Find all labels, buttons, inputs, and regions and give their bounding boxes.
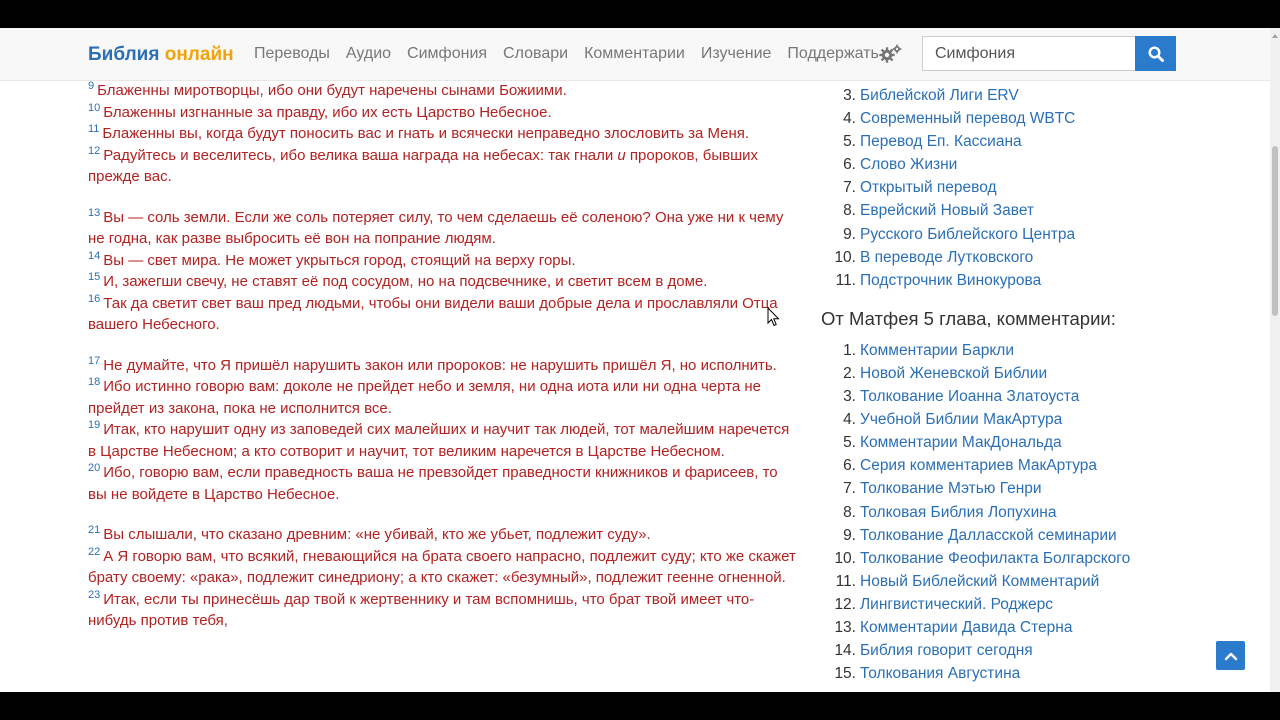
commentary-link[interactable]: Новой Женевской Библии [860,364,1048,382]
paragraph [88,524,798,632]
translation-link[interactable]: Открытый перевод [860,179,997,197]
verse-text: пророков, бывших прежде вас. [88,146,759,185]
item-number: 14. [834,642,856,660]
verse-text: Так да светит свет ваш пред людьми, чтобы они видели ваши добрые дела и прославляли Отца вашего Небесного. [88,294,778,333]
verse-text: И, зажегши свечу, не ставят её под сосудом, но на подсвечнике, и светит всем в доме. [103,273,708,290]
list-item [820,339,1260,362]
menu-dictionaries[interactable]: Словари [503,45,569,62]
item-number: 8. [843,503,856,521]
verse [88,546,798,589]
item-number: 9. [843,526,856,544]
verse-text: Вы слышали, что сказано древним: «не убивай, кто же убьет, подлежит суду». [103,526,651,543]
verse-number[interactable]: 16 [88,292,101,305]
verse-text: Радуйтесь и веселитесь, ибо велика ваша награда на небесах: так гнали [103,146,614,164]
verse [88,271,798,293]
commentary-link[interactable]: Лингвистический. Роджерс [860,595,1053,613]
search-input[interactable] [922,36,1136,71]
item-number: 11. [835,271,856,289]
brand-part2: онлайн [164,44,234,65]
sidebar [820,84,1260,685]
item-number: 9. [843,225,856,243]
verse-text: Блаженны изгнанные за правду, ибо их есть Царство Небесное. [103,103,552,121]
translation-link[interactable]: В переводе Лутковского [860,248,1034,266]
mouse-cursor-icon [767,307,780,327]
verse-number[interactable]: 17 [88,354,101,367]
translation-link[interactable]: Подстрочник Винокурова [860,271,1042,289]
list-item [820,454,1260,477]
commentary-link[interactable]: Толкования Августина [860,665,1021,683]
item-number: 3. [843,87,856,104]
list-item [820,223,1260,246]
scrollbar[interactable] [1270,28,1280,692]
item-number: 11. [835,572,856,590]
translation-link[interactable]: Слово Жизни [860,156,958,174]
item-number: 7. [843,480,856,498]
paragraph [88,355,798,506]
list-item [820,639,1260,662]
verse [88,462,798,505]
verse-number[interactable]: 15 [88,271,101,283]
main-menu [254,45,895,63]
item-number: 7. [843,179,856,197]
verse-number[interactable]: 21 [88,524,101,536]
page [0,28,1280,692]
item-number: 15. [834,665,856,683]
menu-support[interactable]: Поддержать [787,45,879,62]
list-item [820,524,1260,547]
verse [88,293,798,336]
verse [88,80,798,102]
commentary-link[interactable]: Комментарии Давида Стерна [860,618,1073,636]
item-number: 3. [843,388,856,406]
translations-list [820,84,1260,292]
commentary-link[interactable]: Комментарии Баркли [860,341,1015,359]
verse-text: Итак, если ты принесёшь дар твой к жертвеннику и там вспомнишь, что брат твой имеет что-нибудь против тебя, [88,590,755,629]
verse-number[interactable]: 11 [88,123,100,135]
list-item [820,385,1260,408]
verse-number[interactable]: 12 [88,144,101,157]
verse-text: Не думайте, что Я пришёл нарушить закон или пророков: не нарушить пришёл Я, но исполнить. [103,356,777,374]
list-item [820,107,1260,130]
commentary-link[interactable]: Серия комментариев МакАртура [860,457,1098,475]
site-logo[interactable] [88,44,234,66]
item-number: 8. [843,202,856,220]
verse-italic: и [617,146,626,164]
list-item [820,130,1260,153]
commentary-link[interactable]: Новый Библейский Комментарий [860,572,1100,590]
commentary-link[interactable]: Комментарии МакДональда [860,434,1062,452]
list-item [820,570,1260,593]
verse-text: Вы — свет мира. Не может укрыться город, стоящий на верху горы. [103,251,576,269]
translation-link[interactable]: Русского Библейского Центра [860,225,1076,243]
verse-text: Блаженны вы, когда будут поносить вас и гнать и всячески неправедно злословить за Меня. [102,125,750,142]
translation-link[interactable]: Современный перевод WBTC [860,110,1076,128]
list-item [820,84,1260,107]
list-item [820,408,1260,431]
item-number: 10. [834,549,856,567]
verse [88,250,798,272]
list-item [820,477,1260,500]
verse-text: Блаженны миротворцы, ибо они будут наречены сынами Божиими. [97,82,567,99]
gears-icon[interactable] [878,43,902,65]
list-item [820,153,1260,176]
commentary-link[interactable]: Толковая Библия Лопухина [860,503,1057,521]
translation-link[interactable]: Еврейский Новый Завет [860,202,1035,220]
list-item [820,501,1260,524]
menu-symphony[interactable]: Симфония [407,45,488,62]
search-button[interactable] [1135,36,1176,71]
verse-number[interactable]: 20 [88,462,101,474]
item-number: 4. [843,110,856,128]
verse [88,589,798,632]
commentary-link[interactable]: Толкование Мэтью Генри [860,480,1042,498]
verse [88,419,798,462]
commentary-link[interactable]: Толкование Далласской семинарии [860,526,1117,544]
item-number: 13. [834,618,856,636]
translation-link[interactable]: Библейской Лиги ERV [860,87,1019,104]
verse-number[interactable]: 23 [88,588,101,601]
list-item [820,176,1260,199]
search-icon [1148,46,1164,62]
verse-number[interactable]: 19 [88,419,101,431]
verse-number[interactable]: 22 [88,545,101,558]
list-item [820,199,1260,222]
verse [88,376,798,419]
paragraph [88,207,798,336]
item-number: 4. [843,411,856,429]
back-to-top-button[interactable] [1216,641,1245,670]
verse [88,145,798,188]
list-item [820,431,1260,454]
verse-text: А Я говорю вам, что всякий, гневающийся на брата своего напрасно, подлежит суду; кто же скажет брату своему: «рака», подлежит синедриону; а кто скажет: «безумный», подлежит геенне огненной. [88,547,796,586]
verse [88,524,798,546]
verse-text: Итак, кто нарушит одну из заповедей сих малейших и научит так людей, тот малейшим наречется в Царстве Небесном; а кто сотворит и научит, тот великим наречется в Царстве Небесном. [88,421,790,460]
verse [88,355,798,377]
item-number: 5. [843,133,856,151]
list-item [820,662,1260,685]
brand-part1: Библия [88,44,160,65]
item-number: 10. [834,248,856,266]
verse-text: Вы — соль земли. Если же соль потеряет силу, то чем сделаешь её соленою? Она уже ни к чему не годна, как разве выбросить её вон на попрание людям. [88,208,784,247]
verse [88,123,798,145]
item-number: 6. [843,457,856,475]
scrollbar-thumb[interactable] [1272,146,1278,316]
menu-study[interactable]: Изучение [700,45,772,62]
verse-number[interactable]: 9 [88,80,95,92]
verse-number[interactable]: 14 [88,249,101,262]
commentary-link[interactable]: Библия говорит сегодня [860,642,1033,660]
commentary-link[interactable]: Толкование Феофилакта Болгарского [860,549,1131,567]
menu-commentaries[interactable]: Комментарии [584,45,685,62]
verse-number[interactable]: 13 [88,206,101,219]
scroll-up-arrow-icon[interactable] [1272,34,1278,38]
commentaries-list [820,339,1260,685]
item-number: 12. [834,595,856,613]
commentary-link[interactable]: Учебной Библии МакАртура [860,411,1063,429]
paragraph [88,80,798,188]
list-item [820,362,1260,385]
item-number: 1. [843,341,856,359]
verse-text: Ибо, говорю вам, если праведность ваша не превзойдет праведности книжников и фарисеев, то вы не войдете в Царство Небесное. [88,464,778,503]
list-item [820,593,1260,616]
verse-text: Ибо истинно говорю вам: доколе не прейдет небо и земля, ни одна иота или ни одна черта не прейдет из закона, пока не исполнится все. [88,378,761,417]
verse [88,102,798,124]
list-item [820,269,1260,292]
verse [88,207,798,250]
item-number: 5. [843,434,856,452]
verse-number[interactable]: 10 [88,101,101,114]
menu-translations[interactable]: Переводы [254,45,330,62]
list-item [820,246,1260,269]
chevron-up-icon [1224,651,1238,661]
translation-link[interactable]: Перевод Еп. Кассиана [860,133,1022,151]
menu-audio[interactable]: Аудио [345,45,392,62]
list-item [820,616,1260,639]
commentaries-heading: От Матфея 5 глава, комментарии: [821,307,1116,329]
list-item [820,547,1260,570]
item-number: 6. [843,156,856,174]
verse-number[interactable]: 18 [88,376,101,388]
item-number: 2. [843,364,856,382]
commentary-link[interactable]: Толкование Иоанна Златоуста [860,388,1080,406]
chapter-text [88,80,798,651]
top-navbar [0,28,1270,81]
